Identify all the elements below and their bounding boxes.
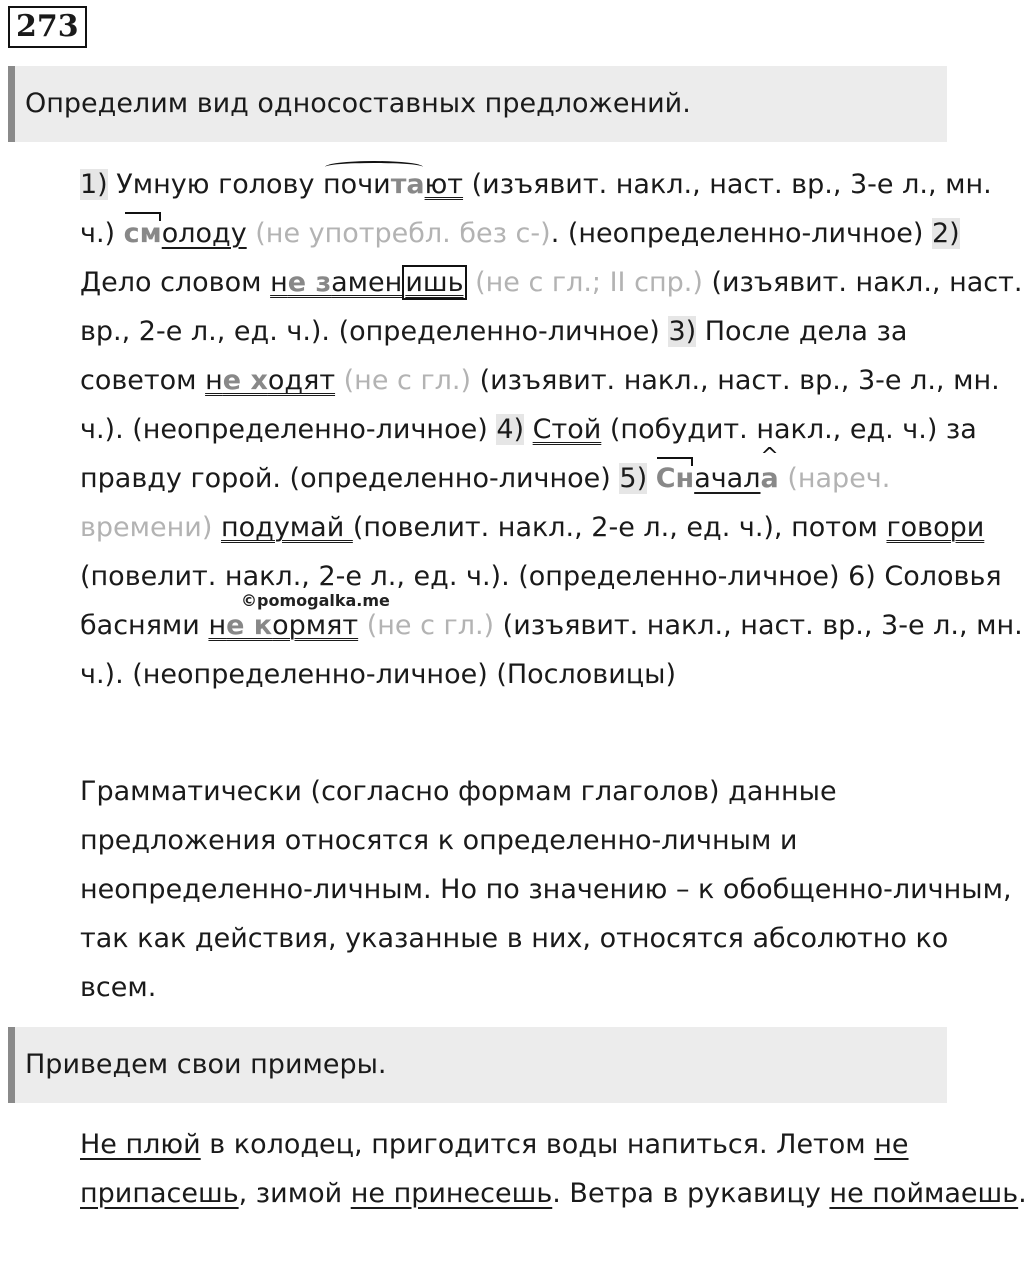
prefix-mark: см xyxy=(124,209,162,258)
suffix-mark: ^ а xyxy=(761,454,779,503)
predicate-verb: подумай xyxy=(220,512,353,543)
spelling-note: (не с гл.) xyxy=(358,610,495,641)
sentence-number: 4) xyxy=(496,414,525,445)
root-arc: почита xyxy=(323,160,425,209)
predicate-verb: Стой xyxy=(532,414,602,445)
explanation-paragraph: Грамматически (согласно формам глаголов) данные предложения относятся к определенно-личным и неопределенно-личным. Но по значению – к обобщенно-личным, так как действия, указанные в них, относятся абсолютно ко всем. xyxy=(80,776,1012,1003)
adverb: Сначал^ а xyxy=(656,463,779,494)
predicate-verb: не поймаешь xyxy=(829,1178,1019,1209)
sentence-number: 2) xyxy=(931,218,960,249)
predicate-verb: не замен ишь xyxy=(270,265,466,300)
examples-block: Не плюй в колодец, пригодится воды напиться. Летом не припасешь, зимой не принесешь. Ветра в рукавицу не поймаешь. xyxy=(80,1129,1027,1209)
sentence-number: 1) xyxy=(80,169,108,200)
section-header-analysis xyxy=(8,66,947,142)
spelling-note: (не с гл.; II спр.) xyxy=(466,267,703,298)
predicate-verb: Не плюй xyxy=(80,1129,201,1160)
section-title: Приведем свои примеры. xyxy=(25,1049,387,1080)
predicate-verb: не припасешь xyxy=(80,1129,909,1209)
predicate-verb: не кормят xyxy=(208,610,359,641)
spelling-note: (не с гл.) xyxy=(335,365,472,396)
predicate-verb: почитают xyxy=(323,169,463,200)
predicate-verb: не принесешь xyxy=(350,1178,553,1209)
adverb: смолоду xyxy=(124,218,247,249)
prefix-mark: Сн xyxy=(656,454,694,503)
spelling-note: (нареч. времени) xyxy=(80,463,891,543)
section-header-examples xyxy=(8,1027,947,1103)
analysis-block: 1) Умную голову почитают (изъявит. накл., наст. вр., 3-е л., мн. ч.) смолоду (не употребл. без с-). (неопределенно-личное) 2) Дело словом не замен ишь (не с гл.; II спр.) (изъявит. накл., наст. вр., 2-е л., ед. ч.). (определенно-личное) 3) После дела за советом не ходят (не с гл.) (изъявит. накл., наст. вр., 3-е л., мн. ч.). (неопределенно-личное) 4) Стой (побудит. накл., ед. ч.) за правду горой. (определенно-личное) 5) Сначал^ а (нареч. времени) подумай (повелит. накл., 2-е л., ед. ч.), потом говори (повелит. накл., 2-е л., ед. ч.). (определенно-личное) 6) Соловья баснями не кормят (не с гл.) (изъявит. накл., наст. вр., 3-е л., мн. ч.). (неопределенно-личное) (Пословицы) xyxy=(8,160,1028,699)
predicate-verb: говори xyxy=(886,512,985,543)
spelling-note: (не употребл. без с-) xyxy=(246,218,551,249)
sentence-number: 6) xyxy=(848,561,876,592)
sentence-number: 5) xyxy=(619,463,648,494)
exercise-number: 273 xyxy=(8,6,87,48)
ending-box: ишь xyxy=(402,265,466,300)
watermark: ©pomogalka.me xyxy=(241,591,390,610)
section-title: Определим вид односоставных предложений. xyxy=(25,88,691,119)
sentence-number: 3) xyxy=(668,316,697,347)
predicate-verb: не ходят xyxy=(205,365,336,396)
